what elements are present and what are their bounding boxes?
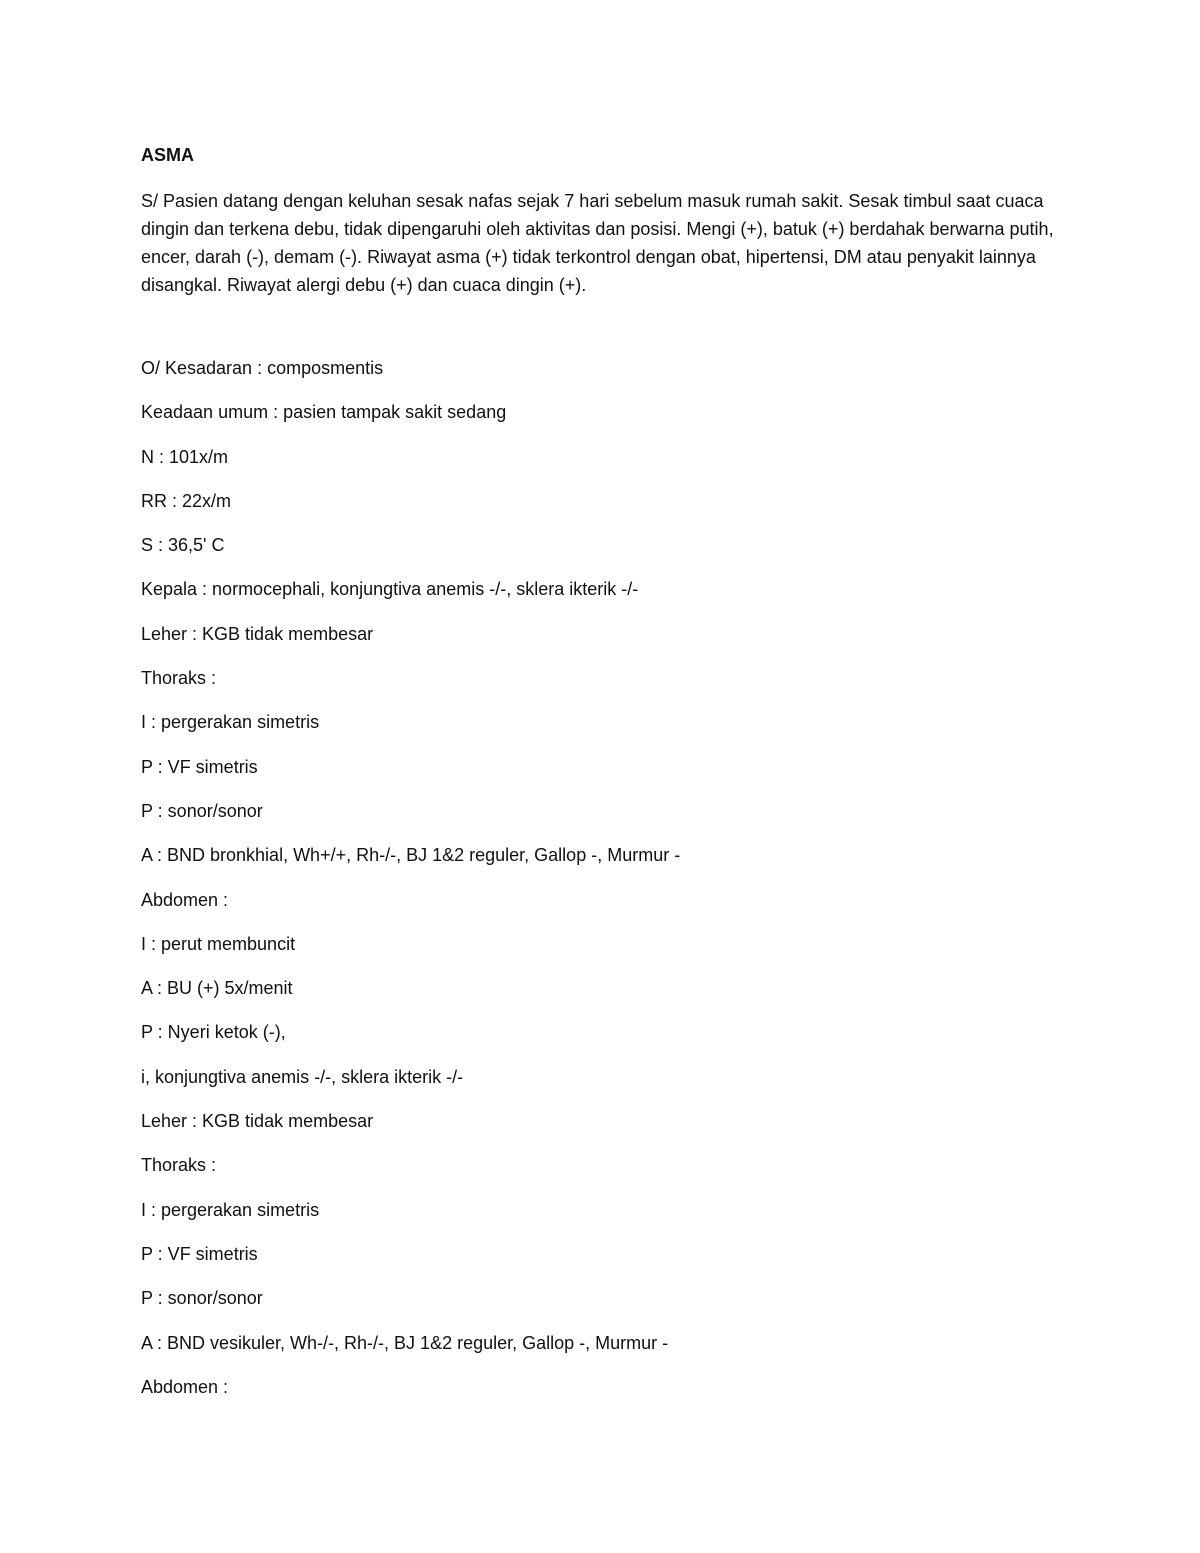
text-line: Leher : KGB tidak membesar [141,623,374,644]
text-line: A : BU (+) 5x/menit [141,978,293,999]
text-line: P : VF simetris [141,1243,258,1264]
text-line: P : sonor/sonor [141,800,263,821]
text-line: S : 36,5' C [141,535,225,556]
text-line: Thoraks : [141,1155,217,1176]
document-title: ASMA [141,145,194,165]
document-body [141,143,1071,1419]
section-spacer [141,299,1071,356]
text-line: N : 101x/m [141,446,229,467]
text-line: Kepala : normocephali, konjungtiva anemis -/-, sklera ikterik -/- [141,579,639,600]
text-line: P : VF simetris [141,756,258,777]
text-line: Abdomen : [141,1376,229,1397]
text-line: I : perut membuncit [141,933,296,954]
text-line: Keadaan umum : pasien tampak sakit sedang [141,402,507,423]
text-line: Leher : KGB tidak membesar [141,1111,374,1132]
text-line: I : pergerakan simetris [141,1199,320,1220]
text-line: RR : 22x/m [141,490,232,511]
text-line: O/ Kesadaran : composmentis [141,358,384,378]
text-line: i, konjungtiva anemis -/-, sklera ikterik -/- [141,1066,464,1087]
text-line: Thoraks : [141,668,217,689]
text-line: P : sonor/sonor [141,1288,263,1309]
text-line: A : BND bronkhial, Wh+/+, Rh-/-, BJ 1&2 reguler, Gallop -, Murmur - [141,845,681,866]
text-line: P : Nyeri ketok (-), [141,1022,286,1043]
text-line: Abdomen : [141,889,229,910]
text-line: I : pergerakan simetris [141,712,320,733]
text-line: A : BND vesikuler, Wh-/-, Rh-/-, BJ 1&2 reguler, Gallop -, Murmur - [141,1332,669,1353]
subjective-paragraph: S/ Pasien datang dengan keluhan sesak nafas sejak 7 hari sebelum masuk rumah sakit. Sesak timbul saat cuaca dingin dan terkena debu, tidak dipengaruhi oleh aktivitas dan posisi. Mengi (+), batuk (+) berdahak berwarna putih, encer, darah (-), demam (-). Riwayat asma (+) tidak terkontrol dengan obat, hipertensi, DM atau penyakit lainnya disangkal. Riwayat alergi debu (+) dan cuaca dingin (+). [141,191,1054,295]
